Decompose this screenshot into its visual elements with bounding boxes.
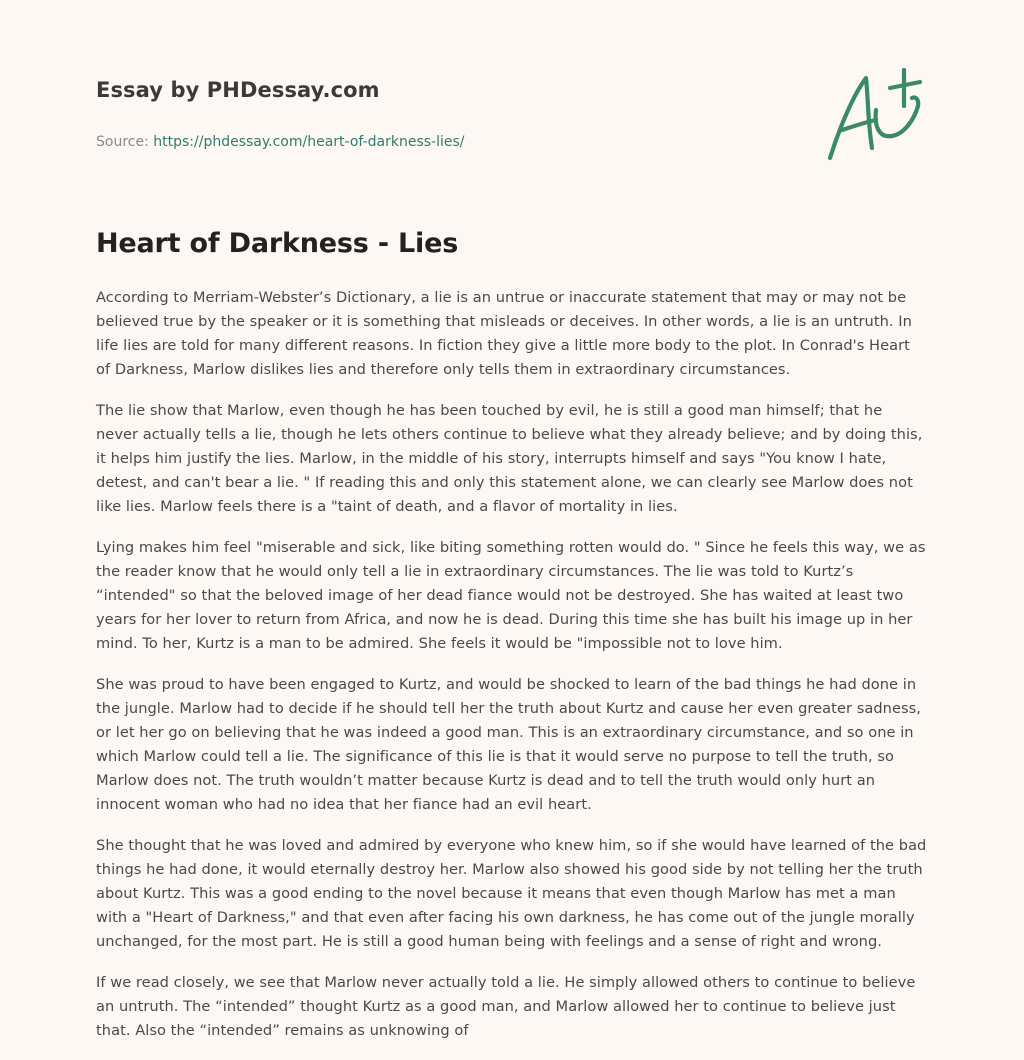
paragraph: She thought that he was loved and admired by everyone who knew him, so if she would have learned of the bad things he had done, it would eternally destroy her. Marlow also showed his good side by not telling her the truth about Kurtz. This was a good ending to the novel because it means that even though Marlow has met a man with a "Heart of Darkness," and that even after facing his own darkness, he has come out of the jungle morally unchanged, for the most part. He is still a good human being with feelings and a sense of right and wrong. bbox=[96, 837, 927, 950]
source-link[interactable]: https://phdessay.com/heart-of-darkness-lies/ bbox=[153, 134, 465, 150]
paragraph: Lying makes him feel "miserable and sick, like biting something rotten would do. " Since he feels this way, we as the reader know that he would only tell a lie in extraordinary circumstances. The lie was told to Kurtz’s “intended" so that the beloved image of her dead fiance would not be destroyed. She has waited at least two years for her lover to return from Africa, and now he is dead. During this time she has built his image up in her mind. To her, Kurtz is a man to be admired. She feels it would be "impossible not to love him. bbox=[96, 539, 926, 652]
source-label: Source: bbox=[96, 134, 154, 150]
paragraph: According to Merriam-Webster’s Dictionary, a lie is an untrue or inaccurate statement that may or may not be believed true by the speaker or it is something that misleads or deceives. In other words, a lie is an untruth. In life lies are told for many different reasons. In fiction they give a little more body to the plot. In Conrad's Heart of Darkness, Marlow dislikes lies and therefore only tells them in extraordinary circumstances. bbox=[96, 289, 912, 378]
a-plus-grade-icon bbox=[820, 66, 930, 166]
site-brand: Essay by PHDessay.com bbox=[96, 78, 380, 102]
paragraph: She was proud to have been engaged to Kurtz, and would be shocked to learn of the bad things he had done in the jungle. Marlow had to decide if he should tell her the truth about Kurtz and cause her even greater sadness, or let her go on believing that he was indeed a good man. This is an extraordinary circumstance, and so one in which Marlow could tell a lie. The significance of this lie is that it would serve no purpose to tell the truth, so Marlow does not. The truth wouldn’t matter because Kurtz is dead and to tell the truth would only hurt an innocent woman who had no idea that her fiance had an evil heart. bbox=[96, 676, 921, 813]
essay-header bbox=[96, 74, 796, 152]
paragraph: If we read closely, we see that Marlow never actually told a lie. He simply allowed others to continue to believe an untruth. The “intended” thought Kurtz as a good man, and Marlow allowed her to continue to believe just that. Also the “intended” remains as unknowing of bbox=[96, 974, 916, 1039]
essay-body bbox=[96, 286, 928, 1060]
essay-title: Heart of Darkness - Lies bbox=[96, 228, 459, 259]
paragraph: The lie show that Marlow, even though he has been touched by evil, he is still a good man himself; that he never actually tells a lie, though he lets others continue to believe what they already believe; and by doing this, it helps him justify the lies. Marlow, in the middle of his story, interrupts himself and says "You know I hate, detest, and can't bear a lie. " If reading this and only this statement alone, we can clearly see Marlow does not like lies. Marlow feels there is a "taint of death, and a flavor of mortality in lies. bbox=[96, 402, 923, 515]
source-line bbox=[96, 132, 796, 152]
